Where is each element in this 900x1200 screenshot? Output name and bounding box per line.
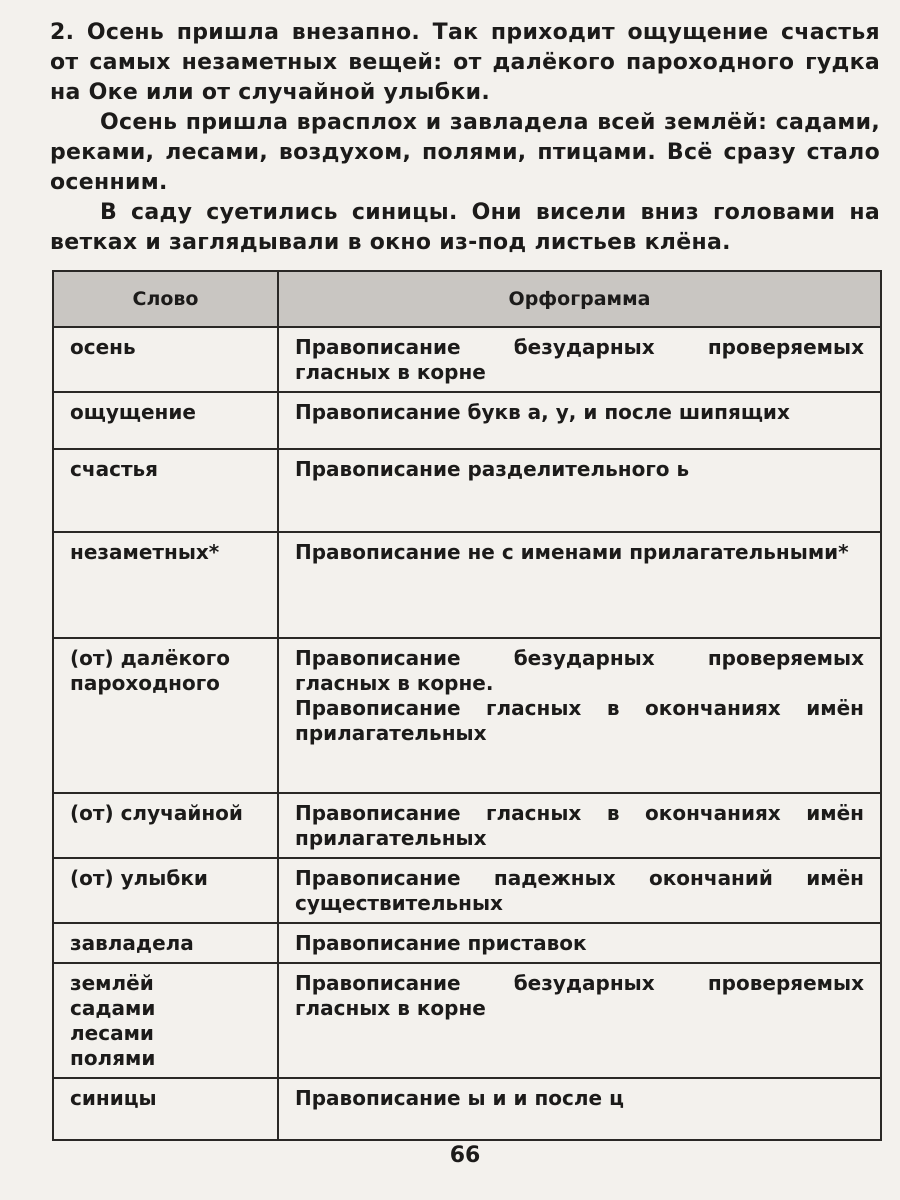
rule-line: Правописание разделительного ь xyxy=(295,457,690,481)
rule-cell xyxy=(278,963,881,1078)
rule-cell xyxy=(278,638,881,793)
rule-cell xyxy=(278,1078,881,1140)
exercise-text xyxy=(50,18,880,258)
word-line: лесами xyxy=(70,1021,154,1045)
word-cell xyxy=(53,449,278,532)
header-rule: Орфограмма xyxy=(278,271,881,327)
task-number: 2. xyxy=(50,20,75,45)
word-cell xyxy=(53,923,278,963)
word-line: садами xyxy=(70,996,156,1020)
rule-line: Правописание букв а, у, и после шипящих xyxy=(295,400,790,424)
word-line: пароходного xyxy=(70,671,220,695)
word-line: землёй xyxy=(70,971,154,995)
rule-line: Правописание безударных проверяемых гласных в корне xyxy=(295,971,864,1020)
table-row xyxy=(53,858,881,923)
header-word: Слово xyxy=(53,271,278,327)
table-row xyxy=(53,532,881,638)
word-line: ощущение xyxy=(70,400,196,424)
table-header-row xyxy=(53,271,881,327)
word-line: (от) улыбки xyxy=(70,866,208,890)
paragraph-2: Осень пришла врасплох и завладела всей землёй: садами, реками, лесами, воздухом, полями, птицами. Всё сразу стало осенним. xyxy=(50,110,880,195)
rule-cell xyxy=(278,449,881,532)
rule-cell xyxy=(278,327,881,392)
paragraph-1-text: Осень пришла внезапно. Так приходит ощущение счастья от самых незаметных вещей: от далёкого пароходного гудка на Оке или от случайной улыбки. xyxy=(50,20,880,105)
table-row xyxy=(53,923,881,963)
word-cell xyxy=(53,1078,278,1140)
word-line: синицы xyxy=(70,1086,157,1110)
rule-line: Правописание ы и и после ц xyxy=(295,1086,624,1110)
word-cell xyxy=(53,327,278,392)
spelling-table xyxy=(52,270,882,1141)
word-line: счастья xyxy=(70,457,159,481)
word-line: полями xyxy=(70,1046,156,1070)
rule-line: Правописание приставок xyxy=(295,931,587,955)
table-row xyxy=(53,449,881,532)
word-line: завладела xyxy=(70,931,194,955)
word-line: (от) далёкого xyxy=(70,646,230,670)
rule-line: Правописание гласных в окончаниях имён прилагательных xyxy=(295,801,864,850)
rule-line: Правописание гласных в окончаниях имён прилагательных xyxy=(295,696,864,745)
table-row xyxy=(53,392,881,449)
word-cell xyxy=(53,532,278,638)
page-number: 66 xyxy=(449,1143,481,1168)
rule-line: Правописание падежных окончаний имён существительных xyxy=(295,866,864,915)
rule-cell xyxy=(278,923,881,963)
word-line: осень xyxy=(70,335,136,359)
paragraph-3: В саду суетились синицы. Они висели вниз головами на ветках и заглядывали в окно из-под листьев клёна. xyxy=(50,200,880,255)
rule-cell xyxy=(278,392,881,449)
word-cell xyxy=(53,963,278,1078)
word-line: (от) случайной xyxy=(70,801,243,825)
table-row xyxy=(53,1078,881,1140)
table-row xyxy=(53,963,881,1078)
paragraph-1 xyxy=(50,18,880,108)
rule-line: Правописание безударных проверяемых гласных в корне xyxy=(295,335,864,384)
rule-line: Правописание безударных проверяемых гласных в корне. xyxy=(295,646,864,695)
word-cell xyxy=(53,793,278,858)
word-cell xyxy=(53,638,278,793)
rule-cell xyxy=(278,532,881,638)
table-body xyxy=(53,327,881,1140)
table-row xyxy=(53,638,881,793)
table-row xyxy=(53,793,881,858)
word-cell xyxy=(53,858,278,923)
word-cell xyxy=(53,392,278,449)
rule-cell xyxy=(278,793,881,858)
textbook-page xyxy=(50,18,880,1178)
word-line: незаметных* xyxy=(70,540,220,564)
rule-cell xyxy=(278,858,881,923)
table-row xyxy=(53,327,881,392)
rule-line: Правописание не с именами прилагательными* xyxy=(295,540,849,564)
